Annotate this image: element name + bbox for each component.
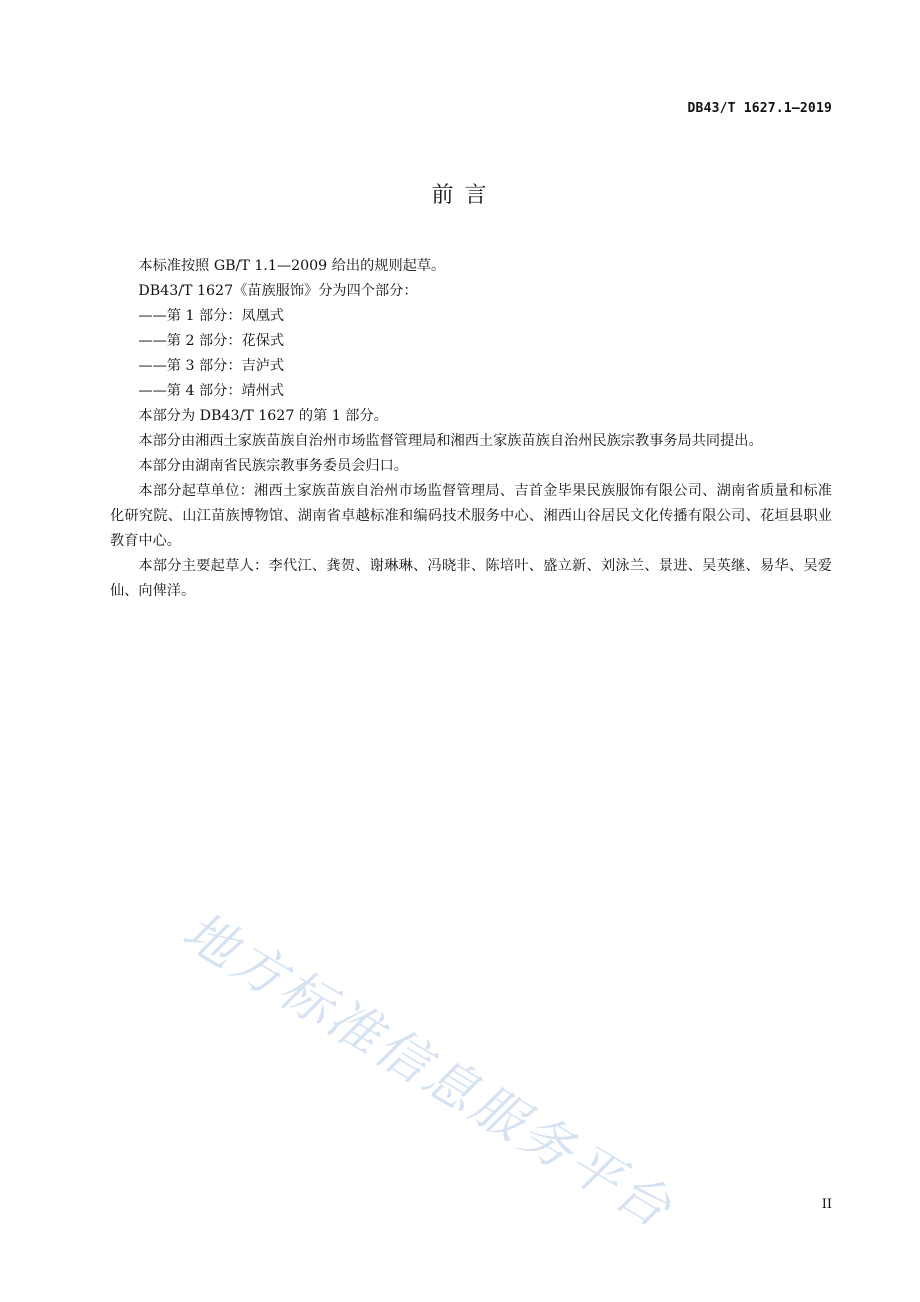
list-item-part-1: ——第 1 部分：凤凰式: [138, 308, 285, 324]
foreword-body: [110, 254, 832, 604]
paragraph-centralized-by: 本部分由湖南省民族宗教事务委员会归口。: [138, 458, 408, 474]
list-item-part-2: ——第 2 部分：花保式: [138, 333, 285, 349]
paragraph-drafters: 本部分主要起草人：李代江、龚贺、谢琳琳、冯晓非、陈培叶、盛立新、刘泳兰、景进、吴英继、易华、吴爱仙、向俾洋。: [110, 558, 832, 599]
page-number: II: [821, 1197, 832, 1212]
list-item-part-3: ——第 3 部分：吉泸式: [138, 358, 285, 374]
paragraph-drafting-units: 本部分起草单位：湘西土家族苗族自治州市场监督管理局、吉首金毕果民族服饰有限公司、湖南省质量和标准化研究院、山江苗族博物馆、湖南省卓越标准和编码技术服务中心、湘西山谷居民文化传播有限公司、花垣县职业教育中心。: [110, 483, 832, 549]
paragraph-this-part: 本部分为 DB43/T 1627 的第 1 部分。: [138, 408, 388, 424]
paragraph-drafting-rules: 本标准按照 GB/T 1.1—2009 给出的规则起草。: [138, 258, 446, 274]
watermark: 地方标准信息服务平台: [172, 901, 684, 1242]
page-title: 前 言: [431, 183, 489, 208]
paragraph-proposed-by: 本部分由湘西土家族苗族自治州市场监督管理局和湘西土家族苗族自治州民族宗教事务局共同提出。: [138, 433, 763, 449]
paragraph-parts-intro: DB43/T 1627《苗族服饰》分为四个部分：: [138, 283, 418, 299]
list-item-part-4: ——第 4 部分：靖州式: [138, 383, 285, 399]
document-code: DB43/T 1627.1—2019: [687, 101, 832, 116]
